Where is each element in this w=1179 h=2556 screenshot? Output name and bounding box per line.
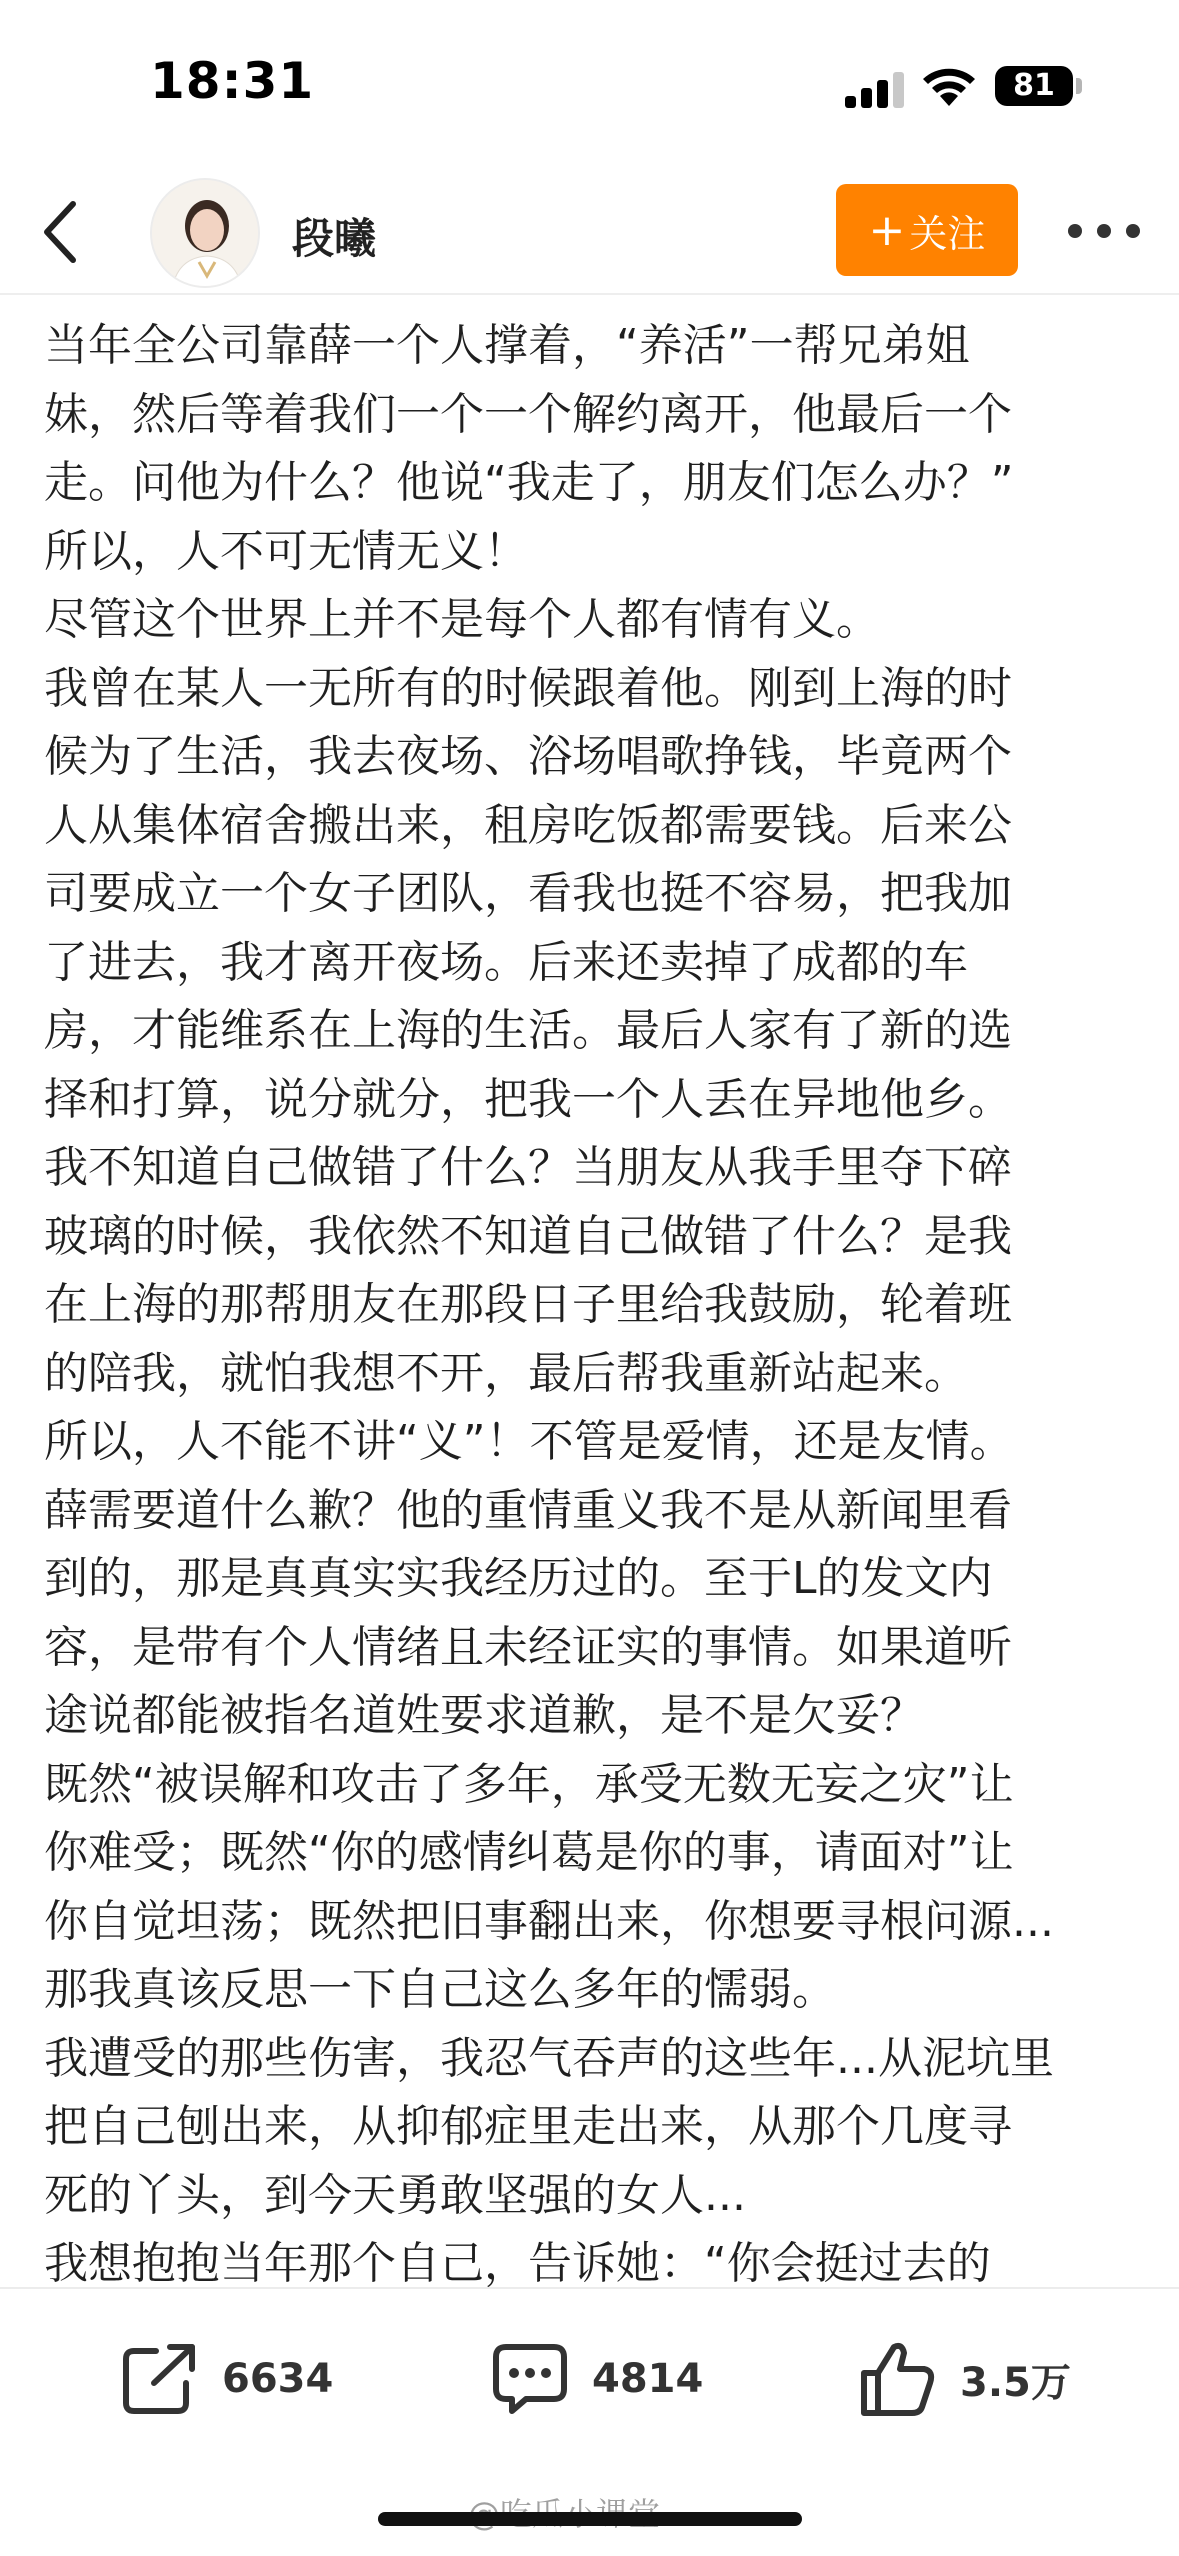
- follow-button[interactable]: [836, 184, 1018, 276]
- article-line: 容，是带有个人情绪且未经证实的事情。如果道听: [44, 1621, 1012, 1673]
- share-button[interactable]: [120, 2339, 333, 2419]
- article-line: 的陪我，就怕我想不开，最后帮我重新站起来。: [44, 1347, 968, 1399]
- wifi-icon: [920, 62, 978, 106]
- battery-cap: [1076, 78, 1082, 94]
- article-line: 到的，那是真真实实我经历过的。至于L的发文内: [44, 1553, 993, 1604]
- more-dots-icon[interactable]: [1068, 216, 1140, 246]
- status-bar: [0, 0, 1179, 170]
- article-line: 所以，人不能不讲“义”！不管是爱情，还是友情。: [44, 1416, 1014, 1467]
- profile-header: [0, 170, 1179, 295]
- article-line: 把自己刨出来，从抑郁症里走出来，从那个几度寻: [44, 2101, 1012, 2152]
- article-line: 我想抱抱当年那个自己，告诉她：“你会挺过去的: [44, 2238, 991, 2287]
- article-line: 候为了生活，我去夜场、浴场唱歌挣钱，毕竟两个: [44, 731, 1012, 782]
- back-chevron-icon[interactable]: [25, 192, 105, 272]
- article-line: 当年全公司靠薛一个人撑着，“养活”一帮兄弟姐: [44, 320, 970, 371]
- follow-label: 关注: [909, 211, 986, 256]
- article-line: 玻璃的时候，我依然不知道自己做错了什么？是我: [44, 1210, 1012, 1262]
- article-line: 途说都能被指名道姓要求道歉，是不是欠妥？: [44, 1690, 924, 1741]
- like-button[interactable]: [858, 2339, 1071, 2419]
- article-line: 走。问他为什么？他说“我走了，朋友们怎么办？”: [44, 457, 1014, 508]
- comment-count: 4814: [592, 2356, 704, 2402]
- status-time: 18:31: [150, 52, 315, 110]
- bottom-toolbar: [0, 2287, 1179, 2556]
- article-line: 司要成立一个女子团队，看我也挺不容易，把我加: [44, 868, 1012, 919]
- home-indicator[interactable]: [378, 2512, 802, 2526]
- profile-name[interactable]: 段曦: [292, 214, 377, 263]
- article-line: 我遭受的那些伤害，我忍气吞声的这些年...从泥坑里: [44, 2032, 1054, 2084]
- article-line: 你自觉坦荡；既然把旧事翻出来，你想要寻根问源...: [44, 1895, 1054, 1947]
- article-line: 妹，然后等着我们一个一个解约离开，他最后一个: [44, 388, 1012, 440]
- article-line: 在上海的那帮朋友在那段日子里给我鼓励，轮着班: [44, 1279, 1012, 1330]
- article-line: 房，才能维系在上海的生活。最后人家有了新的选: [44, 1005, 1012, 1056]
- article-body: [0, 312, 1179, 2287]
- comment-icon: [490, 2341, 570, 2417]
- article-line: 尽管这个世界上并不是每个人都有情有义。: [44, 594, 880, 645]
- article-line: 既然“被误解和攻击了多年，承受无数无妄之灾”让: [44, 1758, 1014, 1810]
- article-line: 我曾在某人一无所有的时候跟着他。刚到上海的时: [44, 662, 1012, 714]
- article-line: 薛需要道什么歉？他的重情重义我不是从新闻里看: [44, 1484, 1012, 1536]
- like-count: 3.5万: [960, 2359, 1071, 2406]
- article-line: 择和打算，说分就分，把我一个人丢在异地他乡。: [44, 1073, 1012, 1125]
- article-line: 所以，人不可无情无义！: [44, 525, 528, 577]
- article-line: 你难受；既然“你的感情纠葛是你的事，请面对”让: [44, 1827, 1014, 1878]
- avatar[interactable]: [150, 178, 260, 288]
- article-line: 死的丫头，到今天勇敢坚强的女人...: [44, 2169, 746, 2221]
- article-line: 人从集体宿舍搬出来，租房吃饭都需要钱。后来公: [44, 799, 1012, 851]
- article-line: 了进去，我才离开夜场。后来还卖掉了成都的车: [44, 936, 968, 988]
- plus-icon: +: [868, 204, 906, 256]
- battery-icon: 81: [995, 66, 1073, 106]
- like-icon: [858, 2339, 938, 2419]
- share-count: 6634: [222, 2356, 334, 2402]
- share-icon: [120, 2341, 200, 2417]
- signal-icon: [845, 72, 907, 108]
- comment-button[interactable]: [490, 2339, 703, 2419]
- article-line: 那我真该反思一下自己这么多年的懦弱。: [44, 1964, 836, 2015]
- article-line: 我不知道自己做错了什么？当朋友从我手里夺下碎: [44, 1142, 1012, 1193]
